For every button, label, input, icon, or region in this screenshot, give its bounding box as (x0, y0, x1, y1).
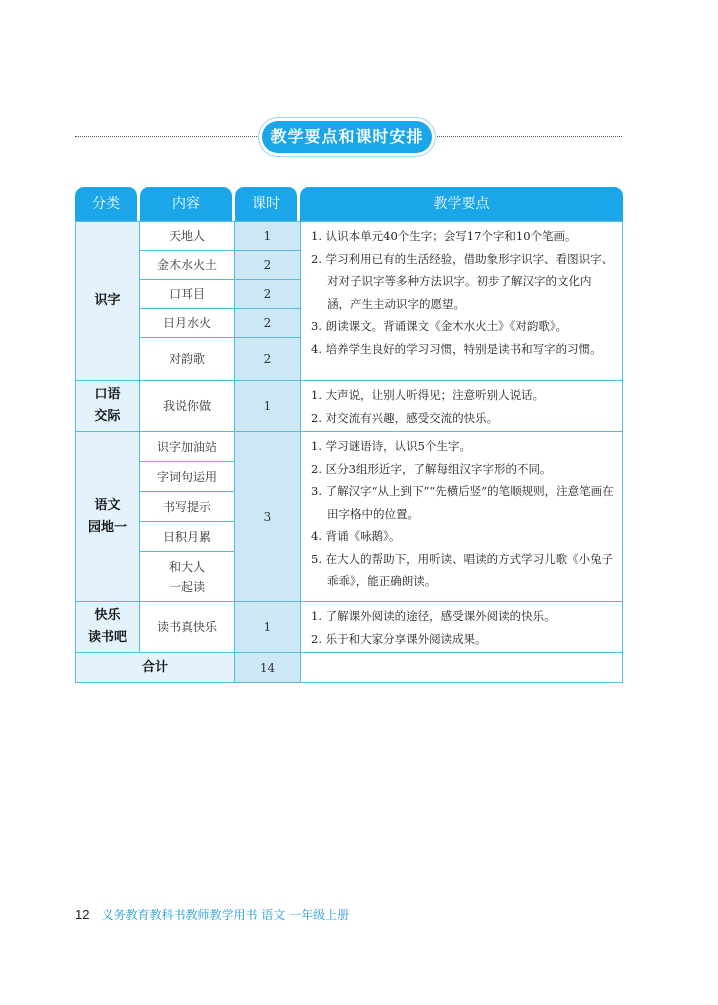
content-cell (139, 431, 235, 462)
hours-value: 2 (263, 316, 272, 330)
content-cell (139, 221, 235, 251)
content-label: 口耳目 (168, 287, 205, 301)
points-cell (300, 380, 623, 432)
schedule-table (75, 187, 623, 683)
category-label: 快乐 (94, 608, 121, 623)
content-label: 读书真快乐 (156, 620, 217, 634)
hours-cell (234, 601, 301, 653)
teaching-point: 1. 认识本单元40个生字；会写17个字和10个笔画。 (311, 229, 577, 243)
total-label-cell (75, 652, 235, 683)
header-hours: 课时 (235, 187, 297, 221)
content-label: 字词句运用 (156, 469, 217, 484)
content-cell (139, 521, 235, 552)
category-cell (75, 221, 140, 381)
total-label: 合计 (141, 659, 168, 675)
content-label: 天地人 (168, 229, 205, 243)
content-cell (139, 380, 235, 432)
teaching-point: 4. 背诵《咏鹅》。 (311, 529, 401, 543)
teaching-point: 2. 对交流有兴趣，感受交流的快乐。 (311, 410, 499, 425)
category-label: 口语 (94, 387, 121, 402)
content-label: 日月水火 (162, 316, 211, 330)
total-hours: 14 (259, 660, 276, 675)
teaching-point: 2. 乐于和大家分享课外阅读成果。 (311, 631, 487, 646)
page-footer (75, 906, 349, 923)
hours-cell (234, 279, 301, 309)
hours-value: 2 (263, 287, 272, 301)
content-label: 一起读 (168, 579, 205, 594)
content-label: 识字加油站 (156, 439, 217, 454)
hours-cell (234, 221, 301, 251)
points-cell (300, 221, 623, 381)
page-number: 12 (75, 907, 90, 922)
hours-value: 1 (263, 620, 272, 634)
header-points: 教学要点 (300, 187, 623, 221)
content-label: 和大人 (168, 559, 205, 574)
title-divider-right (432, 136, 622, 137)
points-cell (300, 431, 623, 602)
category-label: 读书吧 (87, 630, 127, 645)
hours-cell (234, 337, 301, 381)
teaching-point: 1. 学习谜语诗，认识5个生字。 (311, 439, 471, 453)
header-category: 分类 (75, 187, 137, 221)
hours-value: 1 (263, 229, 272, 243)
teaching-point: 3. 了解汉字“从上到下”“先横后竖”的笔顺规则，注意笔画在田字格中的位置。 (311, 484, 614, 521)
teaching-point: 4. 培养学生良好的学习习惯，特别是读书和写字的习惯。 (311, 341, 602, 356)
total-hours-cell (234, 652, 301, 683)
teaching-point: 2. 学习利用已有的生活经验，借助象形字识字、看图识字、对对子识字等多种方法识字。初步了解汉字的文化内涵，产生主动识字的愿望。 (311, 251, 614, 311)
content-label: 金木水火土 (156, 258, 217, 272)
content-label: 我说你做 (162, 399, 211, 413)
total-empty-cell (300, 652, 623, 683)
content-cell (139, 551, 235, 602)
category-label: 交际 (94, 409, 121, 424)
content-cell (139, 250, 235, 280)
content-cell (139, 461, 235, 492)
title-divider-left (75, 136, 265, 137)
content-label: 日积月累 (162, 529, 211, 544)
hours-cell (234, 431, 301, 602)
hours-cell (234, 250, 301, 280)
content-cell (139, 308, 235, 338)
content-cell (139, 279, 235, 309)
content-label: 对韵歌 (168, 352, 205, 366)
category-label: 园地一 (87, 519, 127, 535)
teaching-point: 3. 朗读课文。背诵课文《金木水火土》《对韵歌》。 (311, 319, 568, 333)
teaching-point: 2. 区分3组形近字，了解每组汉字字形的不同。 (311, 461, 552, 476)
teaching-point: 1. 大声说，让别人听得见；注意听别人说话。 (311, 388, 545, 402)
content-label: 书写提示 (162, 499, 211, 514)
points-cell (300, 601, 623, 653)
category-label: 语文 (94, 497, 121, 513)
category-cell (75, 431, 140, 602)
hours-cell (234, 380, 301, 432)
category-cell (75, 601, 140, 653)
header-content: 内容 (140, 187, 232, 221)
category-cell (75, 380, 140, 432)
content-cell (139, 601, 235, 653)
hours-value: 3 (263, 509, 272, 524)
teaching-point: 5. 在大人的帮助下，用听读、唱读的方式学习儿歌《小兔子乖乖》，能正确朗读。 (311, 551, 614, 588)
section-title: 教学要点和课时安排 (262, 121, 432, 153)
category-label: 识字 (94, 293, 121, 308)
content-cell (139, 337, 235, 381)
hours-value: 1 (263, 399, 272, 413)
hours-cell (234, 308, 301, 338)
content-cell (139, 491, 235, 522)
teaching-point: 1. 了解课外阅读的途径，感受课外阅读的快乐。 (311, 609, 556, 623)
book-title: 义务教育教科书教师教学用书 语文 一年级上册 (101, 908, 350, 922)
hours-value: 2 (263, 352, 272, 366)
hours-value: 2 (263, 258, 272, 272)
